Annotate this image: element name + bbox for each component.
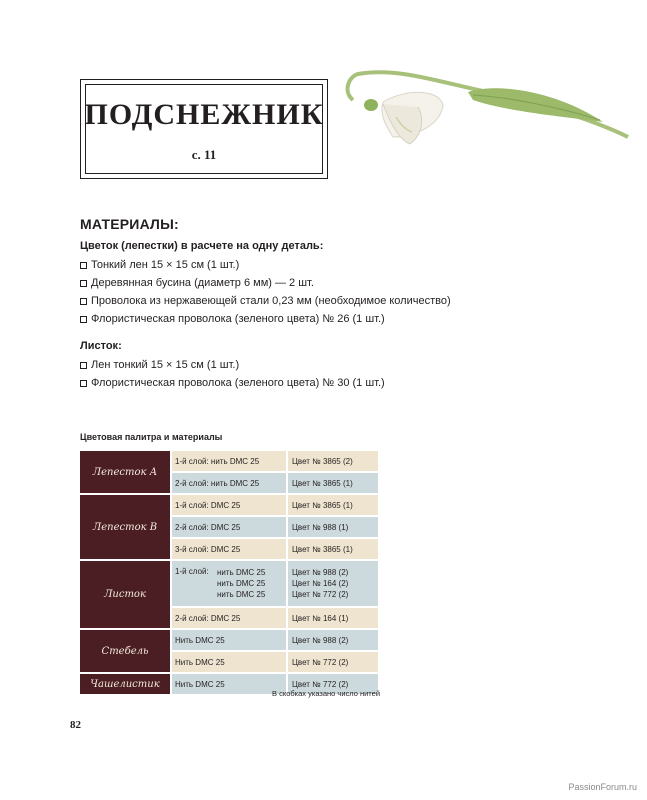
material-line: нить DMC 25 — [217, 579, 266, 588]
material-line: нить DMC 25 — [217, 590, 266, 599]
leaf-materials-heading: Листок: — [80, 340, 122, 352]
square-bullet-icon — [80, 262, 87, 269]
list-item: Тонкий лен 15 × 15 см (1 шт.) — [80, 259, 451, 271]
layer-prefix: 1-й слой: — [175, 567, 209, 576]
materials-heading: МАТЕРИАЛЫ: — [80, 216, 179, 232]
material-cell — [172, 561, 286, 606]
page-reference: с. 11 — [191, 147, 217, 162]
color-cell: Цвет № 3865 (1) — [288, 495, 378, 515]
square-bullet-icon — [80, 298, 87, 305]
color-cell: Цвет № 3865 (1) — [288, 539, 378, 559]
material-cell: Нить DMC 25 — [172, 674, 286, 694]
material-cell: 2-й слой: DMC 25 — [172, 517, 286, 537]
color-palette-section — [80, 432, 380, 696]
watermark: PassionForum.ru — [568, 782, 637, 792]
square-bullet-icon — [80, 380, 87, 387]
square-bullet-icon — [80, 280, 87, 287]
color-cell: Цвет № 164 (1) — [288, 608, 378, 628]
material-cell: 2-й слой: DMC 25 — [172, 608, 286, 628]
table-row — [80, 495, 378, 515]
material-cell: 1-й слой: нить DMC 25 — [172, 451, 286, 471]
list-item: Деревянная бусина (диаметр 6 мм) — 2 шт. — [80, 277, 451, 289]
material-cell: 3-й слой: DMC 25 — [172, 539, 286, 559]
color-line: Цвет № 772 (2) — [292, 590, 349, 599]
label-petal-b: Лепесток В — [80, 495, 170, 559]
label-leaf: Листок — [80, 561, 170, 628]
label-petal-a: Лепесток А — [80, 451, 170, 493]
list-item: Лен тонкий 15 × 15 см (1 шт.) — [80, 359, 451, 371]
snowdrop-illustration — [338, 62, 638, 162]
material-cell: 1-й слой: DMC 25 — [172, 495, 286, 515]
flower-materials-heading: Цветок (лепестки) в расчете на одну деталь: — [80, 240, 324, 252]
material-cell: Нить DMC 25 — [172, 652, 286, 672]
square-bullet-icon — [80, 362, 87, 369]
palette-table — [78, 449, 380, 696]
color-cell — [288, 561, 378, 606]
table-row — [80, 630, 378, 650]
list-item: Проволока из нержавеющей стали 0,23 мм (необходимое количество) — [80, 295, 451, 307]
color-line: Цвет № 988 (2) — [292, 568, 349, 577]
label-sepal: Чашелистик — [80, 674, 170, 694]
material-line: нить DMC 25 — [217, 568, 266, 577]
material-cell: 2-й слой: нить DMC 25 — [172, 473, 286, 493]
list-item: Флористическая проволока (зеленого цвета) № 30 (1 шт.) — [80, 377, 451, 389]
title-box — [80, 79, 328, 179]
color-line: Цвет № 164 (2) — [292, 579, 349, 588]
square-bullet-icon — [80, 316, 87, 323]
color-cell: Цвет № 988 (1) — [288, 517, 378, 537]
table-row — [80, 451, 378, 471]
palette-note: В скобках указано число нитей — [272, 689, 381, 698]
page-number: 82 — [70, 719, 81, 731]
color-cell: Цвет № 3865 (1) — [288, 473, 378, 493]
table-row — [80, 561, 378, 606]
color-cell: Цвет № 3865 (2) — [288, 451, 378, 471]
list-item: Флористическая проволока (зеленого цвета) № 26 (1 шт.) — [80, 313, 451, 325]
page-title: ПОДСНЕЖНИК — [84, 98, 324, 131]
material-cell: Нить DMC 25 — [172, 630, 286, 650]
palette-caption: Цветовая палитра и материалы — [80, 432, 223, 442]
color-cell: Цвет № 988 (2) — [288, 630, 378, 650]
label-stem: Стебель — [80, 630, 170, 672]
color-cell: Цвет № 772 (2) — [288, 652, 378, 672]
color-cell: Цвет № 772 (2) — [288, 674, 378, 694]
materials-section — [80, 216, 451, 395]
